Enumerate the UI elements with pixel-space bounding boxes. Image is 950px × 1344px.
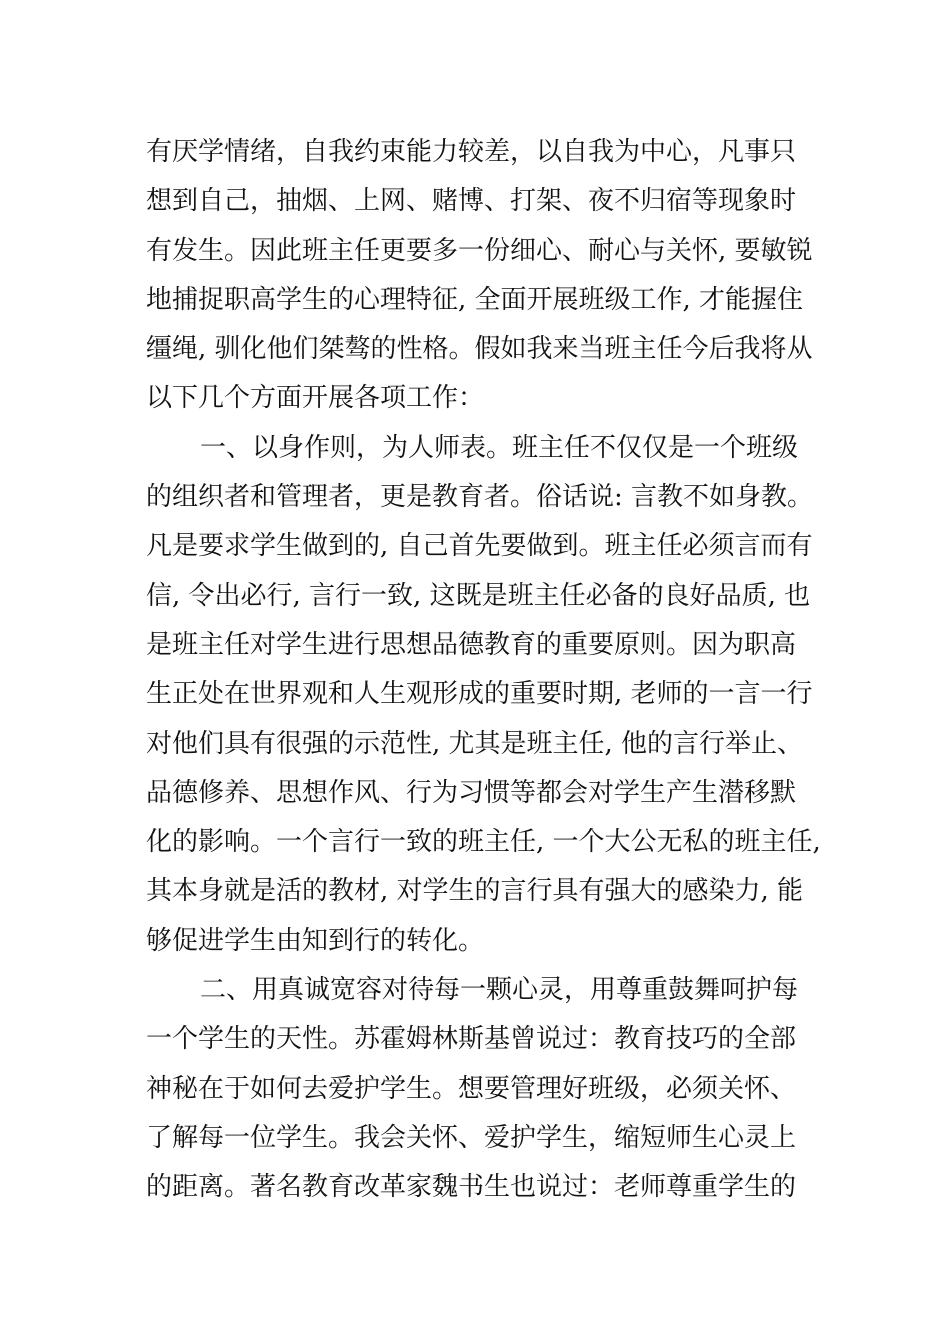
paragraph-section-one: [146, 424, 821, 966]
text-line: 生正处在世界观和人生观形成的重要时期, 老师的一言一行: [146, 679, 813, 710]
text-line: 以下几个方面开展各项工作：: [146, 383, 485, 414]
text-line: 其本身就是活的教材, 对学生的言行具有强大的感染力, 能: [146, 876, 804, 907]
text-line: 缰绳, 驯化他们桀骜的性格。假如我来当班主任今后我将从: [146, 334, 813, 365]
paragraph-intro: [146, 128, 816, 424]
text-line: 了解每一位学生。我会关怀、爱护学生，缩短师生心灵上: [146, 1122, 797, 1153]
text-line: 神秘在于如何去爱护学生。想要管理好班级，必须关怀、: [146, 1073, 797, 1104]
text-line: 是班主任对学生进行思想品德教育的重要原则。因为职高: [146, 629, 797, 660]
text-line: 一、以身作则，为人师表。班主任不仅仅是一个班级: [200, 432, 799, 463]
text-line: 的距离。著名教育改革家魏书生也说过：老师尊重学生的: [146, 1172, 797, 1203]
text-line: 地捕捉职高学生的心理特征, 全面开展班级工作, 才能握住: [146, 284, 804, 315]
body-text: [146, 128, 821, 1213]
text-line: 一个学生的天性。苏霍姆林斯基曾说过：教育技巧的全部: [146, 1024, 797, 1055]
text-line: 有厌学情绪，自我约束能力较差，以自我为中心，凡事只: [146, 137, 797, 167]
text-line: 品德修养、思想作风、行为习惯等都会对学生产生潜移默: [146, 777, 797, 808]
paragraph-section-two: [146, 966, 816, 1212]
text-line: 对他们具有很强的示范性, 尤其是班主任, 他的言行举止、: [146, 728, 804, 759]
text-line: 想到自己，抽烟、上网、赌博、打架、夜不归宿等现象时: [146, 186, 797, 217]
text-line: 凡是要求学生做到的, 自己首先要做到。班主任必须言而有: [146, 531, 813, 562]
text-line: 信, 令出必行, 言行一致, 这既是班主任必备的良好品质, 也: [146, 580, 811, 611]
text-line: 够促进学生由知到行的转化。: [146, 925, 485, 956]
text-line: 二、用真诚宽容对待每一颗心灵，用尊重鼓舞呵护每: [200, 975, 799, 1006]
text-line: 有发生。因此班主任更要多一份细心、耐心与关怀, 要敏锐: [146, 235, 813, 266]
text-line: 化的影响。一个言行一致的班主任, 一个大公无私的班主任,: [146, 827, 821, 858]
text-line: 的组织者和管理者，更是教育者。俗话说: 言教不如身教。: [146, 482, 814, 513]
